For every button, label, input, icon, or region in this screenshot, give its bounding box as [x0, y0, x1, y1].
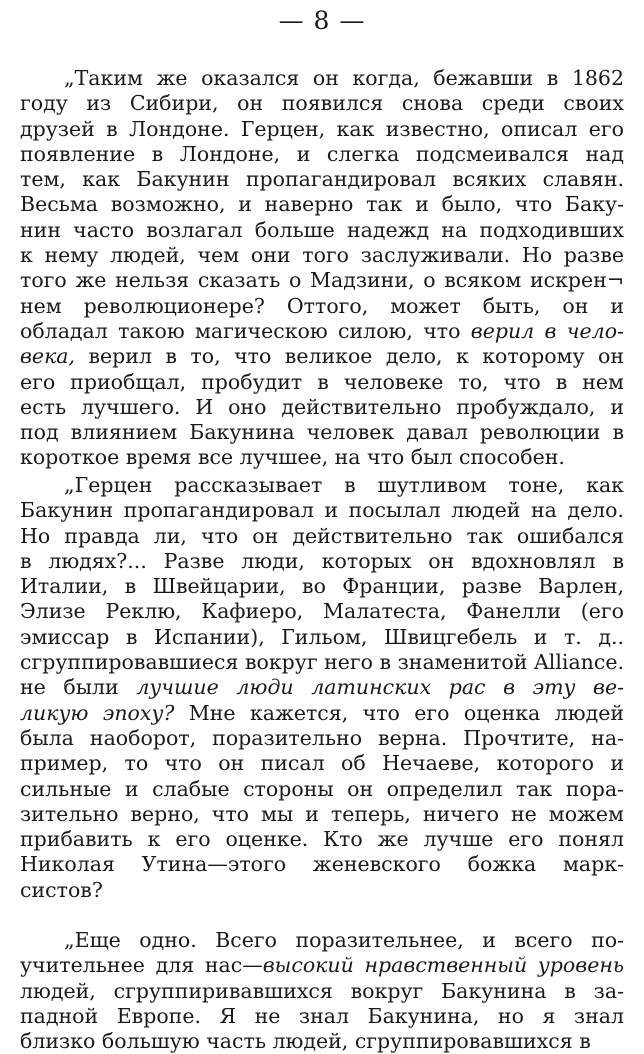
text-segment: была наоборот, поразительно верна. Прочтите, на-	[20, 725, 624, 750]
text-line	[20, 117, 624, 142]
text-line	[20, 802, 624, 827]
text-segment: Весьма возможно, и наверно так и было, что Баку-	[20, 192, 624, 217]
text-line	[20, 599, 624, 624]
text-segment: того же нельзя сказать о Мадзини, о всяком искрен¬	[20, 268, 624, 293]
text-line	[20, 928, 624, 953]
text-line	[20, 524, 624, 549]
text-line	[20, 473, 624, 498]
text-segment: „Таким же оказался он когда, бежавши в 1862	[64, 66, 624, 90]
text-line	[20, 370, 624, 395]
text-segment: близко большую часть людей, сгруппировавшихся в	[20, 1029, 591, 1054]
text-segment: прибавить к его оценке. Кто же лучше его понял	[20, 827, 624, 852]
text-line	[20, 726, 624, 751]
text-line	[20, 777, 624, 802]
text-segment: не были	[20, 675, 137, 700]
text-line	[20, 979, 624, 1004]
page-number: — 8 —	[278, 6, 366, 35]
paragraph-2	[20, 473, 624, 903]
text-segment: учительнее для нас—	[20, 953, 263, 978]
text-line	[20, 192, 624, 217]
text-segment: „Герцен рассказывает в шутливом тоне, как	[64, 473, 624, 497]
text-segment: Элизе Реклю, Кафиеро, Малатеста, Фанелли (его	[20, 599, 624, 624]
text-segment: Бакунин пропагандировал и посылал людей на дело.	[20, 498, 624, 523]
text-line	[20, 268, 624, 293]
italic-text: высокий нравственный уровень	[262, 953, 625, 978]
text-line	[20, 852, 624, 877]
text-segment: систов?	[20, 877, 103, 902]
text-segment: обладал такою магическою силою, что	[20, 318, 471, 343]
text-segment: к нему людей, чем они того заслуживали. Но разве	[20, 243, 624, 268]
text-segment: под влиянием Бакунина человек давал революции в	[20, 420, 624, 445]
text-segment: году из Сибири, он появился снова среди своих	[20, 91, 624, 116]
text-segment: тем, как Бакунин пропагандировал всяких славян.	[20, 167, 624, 192]
text-line	[20, 395, 624, 420]
text-line	[20, 953, 624, 978]
text-line	[20, 243, 624, 268]
text-segment: Николая Утина—этого женевского божка марк-	[20, 852, 624, 877]
text-segment: пример, то что он писал об Нечаеве, которого и	[20, 751, 624, 776]
text-segment: сильные и слабые стороны он определил так пора-	[20, 776, 624, 801]
italic-text: века,	[20, 344, 76, 369]
text-segment: людей, сгруппиривавшихся вокруг Бакунина в за-	[20, 978, 624, 1003]
text-segment: нин часто возлагал больше надежд на подходивших	[20, 217, 624, 242]
italic-text: верил в чело-	[470, 318, 624, 343]
text-line	[20, 625, 624, 650]
text-line	[20, 549, 624, 574]
text-line	[20, 218, 624, 243]
text-line	[20, 167, 624, 192]
paragraph-3	[20, 928, 624, 1054]
text-segment: друзей в Лондоне. Герцен, как известно, описал его	[20, 116, 624, 141]
paragraph-1	[20, 66, 624, 471]
text-segment: есть лучшего. И оно действительно пробуждало, и	[20, 394, 624, 419]
text-line	[20, 294, 624, 319]
italic-text: ликую эпоху?	[20, 700, 175, 725]
text-line	[20, 498, 624, 523]
text-segment: зительно верно, что мы и теперь, ничего не можем	[20, 801, 624, 826]
text-segment: Но правда ли, что он действительно так ошибался	[20, 523, 624, 548]
text-line	[20, 701, 624, 726]
text-segment: его приобщал, пробудит в человеке то, что в нем	[20, 369, 624, 394]
text-segment: в людях?... Разве люди, которых он вдохновлял в	[20, 548, 624, 573]
text-segment: Италии, в Швейцарии, во Франции, разве Варлен,	[20, 574, 624, 599]
text-line	[20, 319, 624, 344]
text-line	[20, 142, 624, 167]
text-segment: Мне кажется, что его оценка людей	[174, 700, 624, 725]
text-line	[20, 574, 624, 599]
text-line	[20, 1029, 624, 1054]
text-segment: эмиссар в Испании), Гильом, Швицгебель и т. д..	[20, 624, 624, 649]
text-line	[20, 878, 624, 903]
text-segment: верил в то, что великое дело, к которому он	[75, 344, 624, 369]
text-line	[20, 1004, 624, 1029]
text-segment: сгруппировавшиеся вокруг него в знаменитой Alliance.	[20, 650, 624, 675]
text-line	[20, 675, 624, 700]
text-line	[20, 650, 624, 675]
text-line	[20, 66, 624, 91]
text-line	[20, 420, 624, 445]
text-segment: появление в Лондоне, и слегка подсмеивался над	[20, 141, 624, 166]
text-line	[20, 91, 624, 116]
text-segment: короткое время все лучшее, на что был способен.	[20, 445, 565, 470]
text-line	[20, 344, 624, 369]
text-segment: „Еще одно. Всего поразительнее, и всего по-	[64, 928, 624, 952]
text-line	[20, 827, 624, 852]
italic-text: лучшие люди латинских рас в эту ве-	[136, 675, 625, 700]
text-segment: падной Европе. Я не знал Бакунина, но я знал	[20, 1003, 624, 1028]
text-line	[20, 751, 624, 776]
text-segment: нем революционере? Оттого, может быть, он и	[20, 293, 624, 318]
text-line	[20, 445, 624, 470]
